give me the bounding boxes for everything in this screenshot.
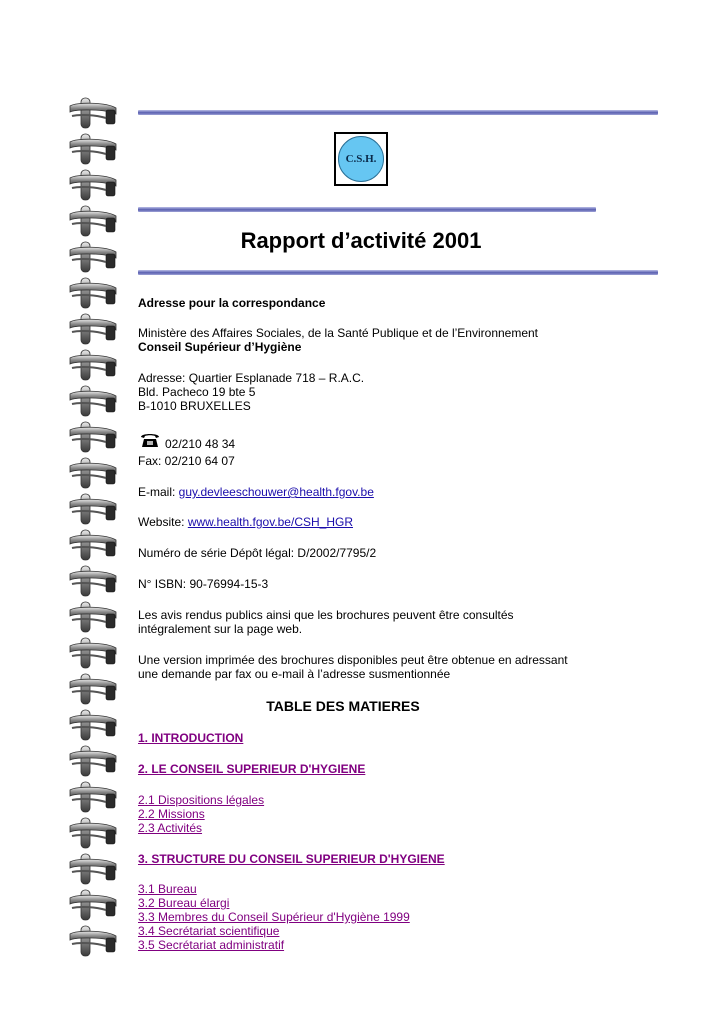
spiral-ring <box>66 744 122 778</box>
spiral-ring <box>66 420 122 454</box>
email-link[interactable]: guy.devleeschouwer@health.fgov.be <box>178 485 374 499</box>
spiral-ring <box>66 276 122 310</box>
toc-section-2[interactable]: 2. LE CONSEIL SUPERIEUR D'HYGIENE <box>138 762 366 776</box>
spiral-ring <box>66 924 122 958</box>
phone-number: 02/210 48 34 <box>165 437 236 451</box>
toc-section-2-list <box>138 793 264 835</box>
toc-item-3-2[interactable]: 3.2 Bureau élargi <box>138 896 230 910</box>
csh-logo <box>334 132 388 186</box>
fax-number: Fax: 02/210 64 07 <box>138 454 235 468</box>
toc-title: TABLE DES MATIERES <box>266 698 420 714</box>
address-line-1: Adresse: Quartier Esplanade 718 – R.A.C. <box>138 371 365 385</box>
toc-item-3-5[interactable]: 3.5 Secrétariat administratif <box>138 938 285 952</box>
spiral-ring <box>66 816 122 850</box>
spiral-ring <box>66 708 122 742</box>
spiral-ring <box>66 96 122 130</box>
spiral-ring <box>66 492 122 526</box>
spiral-ring <box>66 528 122 562</box>
spiral-ring <box>66 600 122 634</box>
address-heading: Adresse pour la correspondance <box>138 296 326 310</box>
spiral-ring <box>66 168 122 202</box>
spiral-ring <box>66 132 122 166</box>
legal-deposit: Numéro de série Dépôt légal: D/2002/7795/2 <box>138 546 377 560</box>
spiral-ring <box>66 888 122 922</box>
website-link[interactable]: www.health.fgov.be/CSH_HGR <box>187 515 353 529</box>
notice2-line2: une demande par fax ou e-mail à l’adresse susmentionnée <box>138 667 451 681</box>
spiral-ring <box>66 348 122 382</box>
toc-section-3[interactable]: 3. STRUCTURE DU CONSEIL SUPERIEUR D'HYGIENE <box>138 852 445 866</box>
notice1-line1: Les avis rendus publics ainsi que les brochures peuvent être consultés <box>138 608 514 622</box>
toc-item-2-1[interactable]: 2.1 Dispositions légales <box>138 793 265 807</box>
spiral-ring <box>66 564 122 598</box>
spiral-ring <box>66 384 122 418</box>
logo-text: C.S.H. <box>338 136 384 182</box>
toc-section-1[interactable]: 1. INTRODUCTION <box>138 731 244 745</box>
website-line <box>138 515 353 529</box>
spiral-ring <box>66 456 122 490</box>
toc-section-3-list <box>138 882 410 952</box>
spiral-ring <box>66 780 122 814</box>
council-name: Conseil Supérieur d’Hygiène <box>138 340 302 354</box>
ministry-line: Ministère des Affaires Sociales, de la Santé Publique et de l’Environnement <box>138 326 539 340</box>
spiral-binding <box>66 96 126 962</box>
title-rule <box>138 270 658 275</box>
telephone-icon <box>140 432 160 448</box>
address-line-2: Bld. Pacheco 19 bte 5 <box>138 385 256 399</box>
website-label: Website: <box>138 515 188 529</box>
toc-item-3-4[interactable]: 3.4 Secrétariat scientifique <box>138 924 280 938</box>
email-line <box>138 485 374 499</box>
isbn: N° ISBN: 90-76994-15-3 <box>138 577 269 591</box>
page-title: Rapport d’activité 2001 <box>240 228 482 253</box>
spiral-ring <box>66 240 122 274</box>
notice1-line2: intégralement sur la page web. <box>138 622 303 636</box>
toc-item-3-3[interactable]: 3.3 Membres du Conseil Supérieur d'Hygiène 1999 <box>138 910 410 924</box>
top-rule <box>138 110 658 115</box>
toc-item-2-2[interactable]: 2.2 Missions <box>138 807 205 821</box>
spiral-ring <box>66 204 122 238</box>
spiral-ring <box>66 672 122 706</box>
email-label: E-mail: <box>138 485 179 499</box>
notice2-line1: Une version imprimée des brochures disponibles peut être obtenue en adressant <box>138 653 568 667</box>
logo-rule <box>138 207 596 212</box>
toc-item-3-1[interactable]: 3.1 Bureau <box>138 882 197 896</box>
toc-item-2-3[interactable]: 2.3 Activités <box>138 821 203 835</box>
address-line-3: B-1010 BRUXELLES <box>138 399 251 413</box>
spiral-ring <box>66 636 122 670</box>
spiral-ring <box>66 312 122 346</box>
spiral-ring <box>66 852 122 886</box>
